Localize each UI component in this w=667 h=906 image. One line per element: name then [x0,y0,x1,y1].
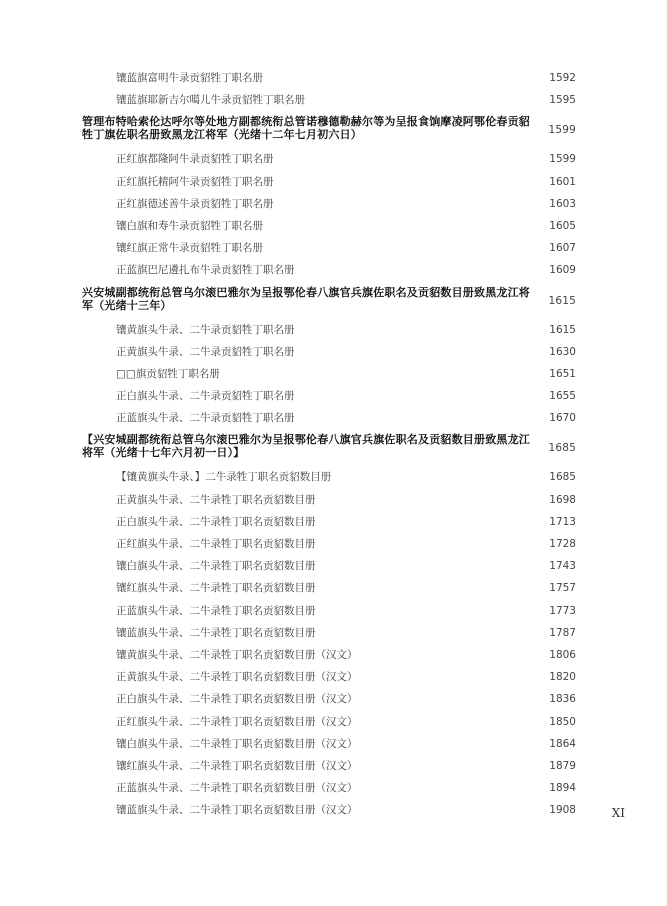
toc-entry-page: 1713 [549,515,576,528]
toc-entry [82,756,576,778]
toc-entry-title: 正黄旗头牛录、二牛录牲丁职名贡貂数目册（汉文） [116,671,358,684]
toc-entry-page: 1615 [548,294,576,307]
toc-entry [82,260,576,282]
toc-entry [82,578,576,600]
toc-entry [82,238,576,260]
toc-entry-page: 1599 [548,124,576,137]
toc-section-heading [82,112,576,149]
toc-entry-title: 镶红旗头牛录、二牛录牲丁职名贡貂数目册 [116,582,316,595]
toc-entry [82,712,576,734]
toc-entry-page: 1879 [549,759,576,772]
toc-entry-page: 1603 [549,197,576,210]
toc-entry-title: 镶蓝旗头牛录、二牛录牲丁职名贡貂数目册（汉文） [116,804,358,817]
toc-section-heading [82,283,576,320]
toc-entry-title: 正红旗托精阿牛录贡貂牲丁职名册 [116,175,274,188]
toc-entry-page: 1806 [549,648,576,661]
toc-section-title: 管理布特哈索伦达呼尔等处地方副都统衔总管诺穆德勒赫尔等为呈报食饷摩凌阿鄂伦春贡貂牲丁旗佐职名册致黑龙江将军（光绪十二年七月初六日） [82,115,530,142]
toc-entry-page: 1685 [548,442,576,455]
toc-entry [82,408,576,430]
toc-entry-page: 1773 [549,604,576,617]
toc-entry-page: 1698 [549,493,576,506]
toc-entry-title: 镶黄旗头牛录、二牛录牲丁职名贡貂数目册（汉文） [116,648,358,661]
toc-entry-title: 正红旗头牛录、二牛录牲丁职名贡貂数目册（汉文） [116,715,358,728]
toc-entry [82,216,576,238]
toc-entry [82,149,576,171]
toc-entry-title: 镶白旗头牛录、二牛录牲丁职名贡貂数目册（汉文） [116,737,358,750]
toc-entry-page: 1605 [549,219,576,232]
toc-entry-title: 正蓝旗头牛录、二牛录贡貂牲丁职名册 [116,412,295,425]
toc-entry [82,667,576,689]
toc-entry-title: 【镶黄旗头牛录、】二牛录牲丁职名贡貂数目册 [116,471,332,484]
toc-section-heading [82,430,576,467]
toc-entry [82,645,576,667]
toc-entry [82,623,576,645]
toc-entry-page: 1787 [549,626,576,639]
toc-entry [82,490,576,512]
toc-entry [82,68,576,90]
toc-entry-title: 正蓝旗头牛录、二牛录牲丁职名贡貂数目册（汉文） [116,782,358,795]
toc-entry-title: 镶蓝旗富明牛录贡貂牲丁职名册 [116,72,263,84]
toc-entry-page: 1820 [549,671,576,684]
toc-entry-title: 正白旗头牛录、二牛录牲丁职名贡貂数目册 [116,515,316,528]
toc-section-title: 兴安城副都统衔总管乌尔滚巴雅尔为呈报鄂伦春八旗官兵旗佐职名及贡貂数目册致黑龙江将军（光绪十三年） [82,285,530,312]
toc-entry-page: 1599 [549,153,576,166]
toc-section-title: 【兴安城副都统衔总管乌尔滚巴雅尔为呈报鄂伦春八旗官兵旗佐职名及贡貂数目册致黑龙江将军（光绪十七年六月初一日）】 [82,433,530,460]
toc-entry-title: 正白旗头牛录、二牛录贡貂牲丁职名册 [116,390,295,403]
toc-entry-title: 镶白旗和寿牛录贡貂牲丁职名册 [116,219,263,232]
toc-entry-title: 正红旗德述善牛录贡貂牲丁职名册 [116,197,274,210]
toc-entry-page: 1630 [549,345,576,358]
toc-entry-page: 1670 [549,412,576,425]
toc-entry-page: 1615 [549,323,576,336]
toc-entry-page: 1595 [549,94,576,107]
toc-entry-page: 1757 [549,582,576,595]
toc-entry-page: 1743 [549,560,576,573]
toc-entry [82,800,576,822]
toc-entry-page: 1685 [549,471,576,484]
toc-entry-title: 正黄旗头牛录、二牛录贡貂牲丁职名册 [116,345,295,358]
toc-entry-title: 镶白旗头牛录、二牛录牲丁职名贡貂数目册 [116,560,316,573]
toc-entry-title: 镶黄旗头牛录、二牛录贡貂牲丁职名册 [116,323,295,336]
toc-entry [82,601,576,623]
toc-entry-page: 1609 [549,264,576,277]
toc-entry-title: 正蓝旗巴尼遴扎布牛录贡貂牲丁职名册 [116,264,295,277]
toc-entry-title: 正红旗头牛录、二牛录牲丁职名贡貂数目册 [116,538,316,550]
toc-entry-page: 1601 [549,175,576,188]
toc-entry [82,172,576,194]
toc-entry-page: 1607 [549,242,576,255]
toc-entry-page: 1836 [549,693,576,706]
toc-entry-title: 镶蓝旗耶新吉尔噶儿牛录贡貂牲丁职名册 [116,94,305,107]
toc-entry-title: 镶蓝旗头牛录、二牛录牲丁职名贡貂数目册 [116,626,316,639]
toc-entry-page: 1592 [549,72,576,84]
toc-entry [82,734,576,756]
toc-entry-page: 1655 [549,390,576,403]
toc-entry-title: 正黄旗头牛录、二牛录牲丁职名贡貂数目册 [116,493,316,506]
toc-entry-title: 镶红旗正常牛录贡貂牲丁职名册 [116,242,263,255]
toc-entry-title: 正白旗头牛录、二牛录牲丁职名贡貂数目册（汉文） [116,693,358,706]
toc-entry-title: 正红旗都隆阿牛录贡貂牲丁职名册 [116,153,274,166]
toc-entry [82,534,576,556]
toc-entry [82,512,576,534]
toc-entry-title: 镶红旗头牛录、二牛录牲丁职名贡貂数目册（汉文） [116,759,358,772]
toc-entry [82,194,576,216]
toc-entry-page: 1864 [549,737,576,750]
toc-entry-page: 1728 [549,538,576,550]
toc-entry [82,556,576,578]
toc-entry [82,386,576,408]
page-number: XI [611,806,625,820]
toc-entry [82,778,576,800]
toc-entry-page: 1850 [549,715,576,728]
toc-entry-title: 正蓝旗头牛录、二牛录牲丁职名贡貂数目册 [116,604,316,617]
table-of-contents [82,68,576,822]
toc-entry-title: □□旗贡貂牲丁职名册 [116,367,220,380]
toc-entry [82,364,576,386]
toc-entry [82,90,576,112]
toc-entry-page: 1651 [549,367,576,380]
toc-entry [82,342,576,364]
toc-entry [82,320,576,342]
toc-entry [82,689,576,711]
toc-entry [82,467,576,489]
toc-entry-page: 1908 [549,804,576,817]
toc-entry-page: 1894 [549,782,576,795]
